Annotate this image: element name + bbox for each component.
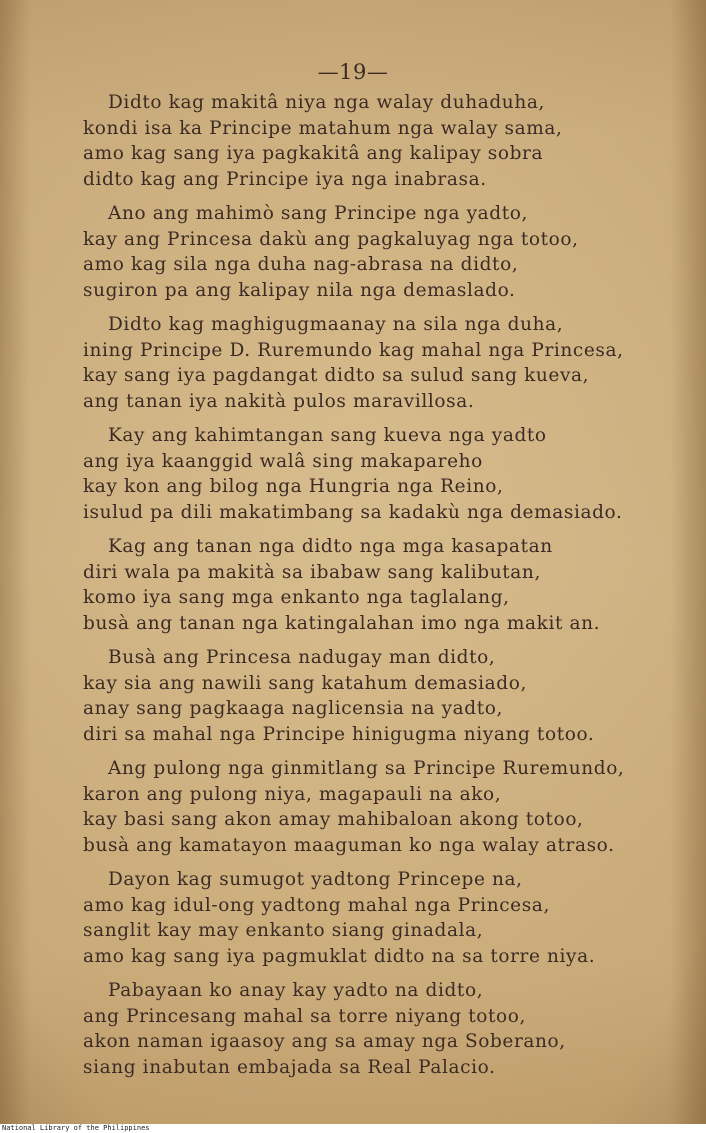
verse-line: diri wala pa makità sa ibabaw sang kalibutan, [83,561,541,583]
stanza [0,867,706,969]
stanza [0,534,706,636]
verse-line: amo kag sang iya pagmuklat didto na sa torre niya. [83,945,596,967]
page-number: —19— [317,60,389,84]
stanza [0,978,706,1080]
verse-line: Didto kag maghigugmaanay na sila nga duha, [108,314,564,335]
stanza [0,756,706,858]
verse-line: ang iya kaanggid walâ sing makapareho [83,450,483,472]
verse-line: akon naman igaasoy ang sa amay nga Soberano, [83,1031,566,1052]
stanza [0,645,706,747]
stanza [0,90,706,192]
verse-line: kay kon ang bilog nga Hungria nga Reino, [83,476,504,497]
verse-line: amo kag idul-ong yadtong mahal nga Princesa, [83,894,550,916]
stanza [0,201,706,303]
verse-line: diri sa mahal nga Principe hinigugma niyang totoo. [83,723,595,745]
verse-line: Ano ang mahimò sang Principe nga yadto, [108,203,529,224]
verse-line: kay ang Princesa dakù ang pagkaluyag nga totoo, [83,228,579,250]
verse-line: ang Princesang mahal sa torre niyang totoo, [83,1005,526,1027]
verse-line: ining Principe D. Ruremundo kag mahal nga Princesa, [83,339,624,361]
verse-line: didto kag ang Principe iya nga inabrasa. [83,168,487,190]
verse-line: busà ang kamatayon maaguman ko nga walay atraso. [83,834,615,856]
verse-line: Ang pulong nga ginmitlang sa Principe Ruremundo, [108,758,625,779]
verse-line: Kay ang kahimtangan sang kueva nga yadto [108,425,547,446]
verse-line: kay sia ang nawili sang katahum demasiado, [83,672,527,694]
verse-line: karon ang pulong niya, magapauli na ako, [83,783,502,805]
verse-line: kay sang iya pagdangat didto sa sulud sang kueva, [83,365,590,386]
stanza [0,312,706,414]
verse-line: sugiron pa ang kalipay nila nga demaslado. [83,279,516,301]
verse-line: kondi isa ka Principe matahum nga walay sama, [83,117,563,139]
verse-line: busà ang tanan nga katingalahan imo nga makit an. [83,612,601,634]
poem-text [0,90,706,1089]
library-credit: National Library of the Philippines [2,1124,150,1132]
verse-line: siang inabutan embajada sa Real Palacio. [83,1056,496,1078]
verse-line: isulud pa dili makatimbang sa kadakù nga demasiado. [83,501,623,523]
verse-line: Kag ang tanan nga didto nga mga kasapatan [108,536,553,557]
verse-line: sanglit kay may enkanto siang ginadala, [83,920,484,941]
verse-line: Busà ang Princesa nadugay man didto, [108,647,496,668]
verse-line: Dayon kag sumugot yadtong Princepe na, [108,869,523,890]
verse-line: anay sang pagkaaga naglicensia na yadto, [83,698,503,719]
verse-line: amo kag sang iya pagkakitâ ang kalipay sobra [83,143,544,164]
stanza [0,423,706,525]
verse-line: ang tanan iya nakità pulos maravillosa. [83,390,475,412]
verse-line: Pabayaan ko anay kay yadto na didto, [108,980,484,1001]
verse-line: komo iya sang mga enkanto nga taglalang, [83,587,510,608]
verse-line: amo kag sila nga duha nag-abrasa na didto, [83,254,519,275]
verse-line: kay basi sang akon amay mahibaloan akong totoo, [83,809,584,830]
verse-line: Didto kag makitâ niya nga walay duhaduha, [108,92,545,113]
